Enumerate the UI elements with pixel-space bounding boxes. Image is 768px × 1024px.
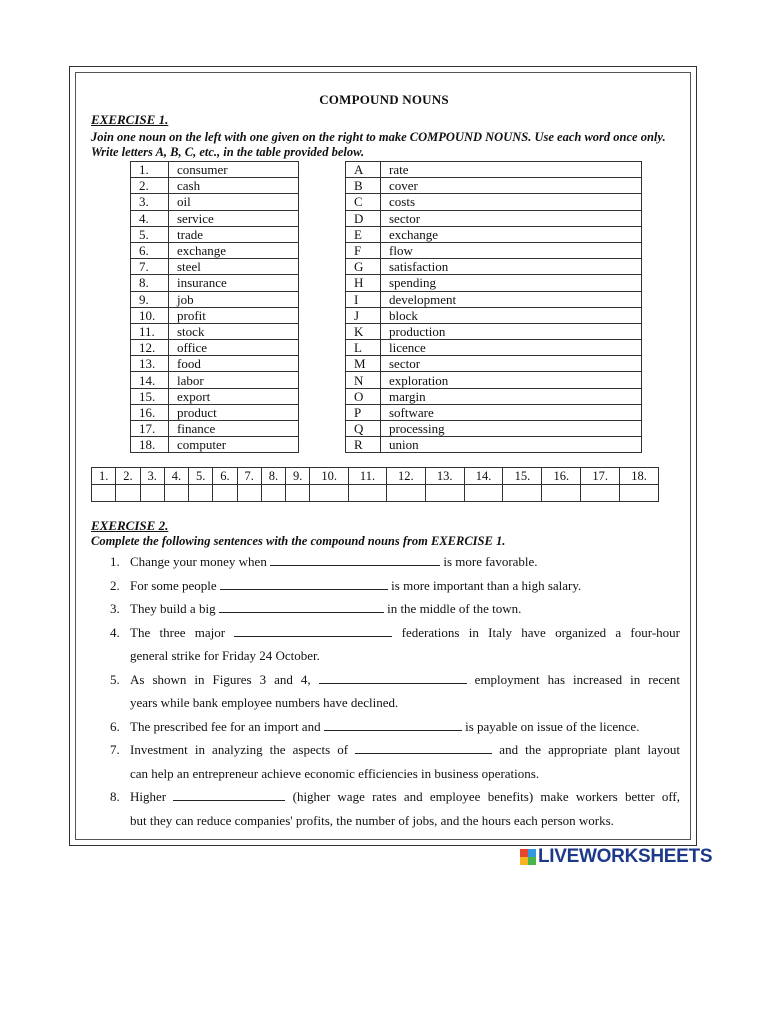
right-noun-word: costs <box>381 194 642 210</box>
left-noun-row <box>131 162 299 178</box>
answer-input-cell[interactable] <box>140 485 164 502</box>
left-noun-number: 4. <box>131 210 169 226</box>
left-noun-row <box>131 259 299 275</box>
sentence-text-after: is more favorable. <box>440 554 538 569</box>
left-noun-row <box>131 404 299 420</box>
right-noun-letter: L <box>346 340 381 356</box>
answer-header-cell: 8. <box>261 468 285 485</box>
left-noun-number: 8. <box>131 275 169 291</box>
right-noun-row <box>346 178 642 194</box>
left-noun-row <box>131 307 299 323</box>
answer-input-cell[interactable] <box>503 485 542 502</box>
right-noun-row <box>346 259 642 275</box>
right-noun-row <box>346 194 642 210</box>
sentence-text-after: is more important than a high salary. <box>387 577 582 593</box>
answer-input-cell[interactable] <box>213 485 237 502</box>
left-noun-number: 7. <box>131 259 169 275</box>
right-noun-word: cover <box>381 178 642 194</box>
right-noun-letter: C <box>346 194 381 210</box>
sentence-item <box>108 574 680 598</box>
left-noun-word: finance <box>169 421 299 437</box>
left-noun-word: cash <box>169 178 299 194</box>
page-title: COMPOUND NOUNS <box>319 92 449 107</box>
answer-blank[interactable] <box>319 671 467 684</box>
answer-input-cell[interactable] <box>542 485 581 502</box>
left-noun-word: job <box>169 291 299 307</box>
right-noun-letter: F <box>346 242 381 258</box>
right-noun-letter: K <box>346 323 381 339</box>
answer-header-cell: 2. <box>116 468 140 485</box>
answer-header-cell: 18. <box>620 468 659 485</box>
exercise1-instruction: Join one noun on the left with one given on the right to make COMPOUND NOUNS. Use each word once only. Write letters A, B, C, etc., in the table provided below. <box>91 130 666 159</box>
sentence-line <box>130 550 680 574</box>
sentence-line <box>130 597 680 621</box>
left-noun-number: 14. <box>131 372 169 388</box>
sentence-item <box>108 550 680 574</box>
right-noun-word: margin <box>381 388 642 404</box>
sentence-line <box>130 644 680 668</box>
sentence-number: 7. <box>110 742 120 757</box>
left-noun-word: service <box>169 210 299 226</box>
answer-header-cell: 11. <box>349 468 387 485</box>
answer-input-cell[interactable] <box>237 485 261 502</box>
answer-blank[interactable] <box>220 577 388 590</box>
left-noun-row <box>131 323 299 339</box>
right-noun-word: spending <box>381 275 642 291</box>
sentence-line <box>130 738 680 762</box>
left-noun-word: product <box>169 404 299 420</box>
answer-header-cell: 13. <box>425 468 464 485</box>
left-noun-row <box>131 340 299 356</box>
right-noun-row <box>346 421 642 437</box>
answer-blank[interactable] <box>270 553 440 566</box>
answer-input-cell[interactable] <box>261 485 285 502</box>
answer-input-cell[interactable] <box>349 485 387 502</box>
right-noun-letter: B <box>346 178 381 194</box>
sentence-text-before: The three major <box>130 624 235 640</box>
answer-header-cell: 9. <box>286 468 310 485</box>
sentence-line <box>130 691 680 715</box>
sentence-list <box>108 550 680 832</box>
answer-header-cell: 10. <box>310 468 349 485</box>
answer-blank[interactable] <box>234 624 392 637</box>
sentence-item <box>108 785 680 832</box>
right-noun-word: sector <box>381 356 642 372</box>
right-noun-row <box>346 275 642 291</box>
sentence-item <box>108 621 680 668</box>
sentence-number: 5. <box>110 671 120 687</box>
left-noun-number: 17. <box>131 421 169 437</box>
answer-input-cell[interactable] <box>92 485 116 502</box>
answer-header-cell: 12. <box>386 468 425 485</box>
answer-grid <box>91 467 659 502</box>
left-noun-number: 2. <box>131 178 169 194</box>
left-noun-number: 18. <box>131 437 169 453</box>
sentence-text-after: federations in Italy have organized a four-hour <box>392 624 680 640</box>
right-noun-row <box>346 372 642 388</box>
answer-header-cell: 1. <box>92 468 116 485</box>
right-noun-letter: Q <box>346 421 381 437</box>
right-noun-letter: N <box>346 372 381 388</box>
left-noun-row <box>131 372 299 388</box>
answer-input-cell[interactable] <box>581 485 620 502</box>
sentence-text-after: (higher wage rates and employee benefits) make workers better off, <box>285 789 680 804</box>
left-nouns-table <box>130 161 299 453</box>
left-noun-number: 9. <box>131 291 169 307</box>
right-noun-row <box>346 291 642 307</box>
right-noun-row <box>346 437 642 453</box>
right-noun-word: processing <box>381 421 642 437</box>
right-noun-letter: P <box>346 404 381 420</box>
left-noun-number: 6. <box>131 242 169 258</box>
left-noun-word: steel <box>169 259 299 275</box>
left-noun-row <box>131 291 299 307</box>
exercise1-heading: EXERCISE 1. <box>91 112 169 127</box>
left-noun-word: office <box>169 340 299 356</box>
left-noun-word: food <box>169 356 299 372</box>
answer-header-cell: 3. <box>140 468 164 485</box>
left-noun-row <box>131 275 299 291</box>
right-noun-word: exploration <box>381 372 642 388</box>
left-noun-row <box>131 226 299 242</box>
answer-header-cell: 16. <box>542 468 581 485</box>
sentence-number: 4. <box>110 624 120 640</box>
sentence-text-before: The prescribed fee for an import and <box>130 718 324 734</box>
right-noun-word: software <box>381 404 642 420</box>
answer-input-cell[interactable] <box>620 485 659 502</box>
left-noun-row <box>131 421 299 437</box>
left-noun-row <box>131 388 299 404</box>
left-noun-number: 5. <box>131 226 169 242</box>
left-noun-number: 10. <box>131 307 169 323</box>
left-noun-word: export <box>169 388 299 404</box>
sentence-text-before: Change your money when <box>130 554 271 569</box>
sentence-line <box>130 574 680 598</box>
left-noun-row <box>131 356 299 372</box>
sentence-text-before: can help an entrepreneur achieve economic efficiencies in business operations. <box>130 765 540 781</box>
answer-input-cell[interactable] <box>116 485 140 502</box>
right-noun-word: sector <box>381 210 642 226</box>
answer-input-cell[interactable] <box>164 485 188 502</box>
right-noun-row <box>346 356 642 372</box>
sentence-line <box>130 762 680 786</box>
right-nouns-table <box>345 161 642 453</box>
sentence-text-before: As shown in Figures 3 and 4, <box>130 671 319 687</box>
sentence-item <box>108 668 680 715</box>
answer-input-cell[interactable] <box>464 485 503 502</box>
sentence-number: 1. <box>110 554 120 569</box>
answer-header-cell: 5. <box>189 468 213 485</box>
answer-blank[interactable] <box>324 718 462 731</box>
left-noun-number: 13. <box>131 356 169 372</box>
right-noun-letter: O <box>346 388 381 404</box>
right-noun-word: block <box>381 307 642 323</box>
left-noun-number: 15. <box>131 388 169 404</box>
answer-input-cell[interactable] <box>189 485 213 502</box>
answer-header-cell: 17. <box>581 468 620 485</box>
answer-header-cell: 15. <box>503 468 542 485</box>
right-noun-row <box>346 210 642 226</box>
left-noun-word: oil <box>169 194 299 210</box>
right-noun-row <box>346 340 642 356</box>
right-noun-row <box>346 226 642 242</box>
sentence-line <box>130 715 680 739</box>
right-noun-word: exchange <box>381 226 642 242</box>
answer-blank[interactable] <box>173 788 285 801</box>
right-noun-row <box>346 242 642 258</box>
answer-input-cell[interactable] <box>386 485 425 502</box>
left-noun-number: 16. <box>131 404 169 420</box>
left-noun-word: stock <box>169 323 299 339</box>
sentence-item <box>108 738 680 785</box>
left-noun-word: trade <box>169 226 299 242</box>
right-noun-row <box>346 323 642 339</box>
answer-input-cell[interactable] <box>425 485 464 502</box>
right-noun-letter: H <box>346 275 381 291</box>
sentence-line <box>130 809 680 833</box>
left-noun-number: 3. <box>131 194 169 210</box>
right-noun-word: production <box>381 323 642 339</box>
answer-input-cell[interactable] <box>286 485 310 502</box>
right-noun-row <box>346 388 642 404</box>
answer-header-cell: 4. <box>164 468 188 485</box>
liveworksheets-logo <box>520 847 712 867</box>
right-noun-letter: J <box>346 307 381 323</box>
right-noun-word: flow <box>381 242 642 258</box>
sentence-number: 2. <box>110 577 120 593</box>
left-noun-word: insurance <box>169 275 299 291</box>
sentence-line <box>130 668 680 692</box>
answer-blank[interactable] <box>219 600 384 613</box>
right-noun-letter: R <box>346 437 381 453</box>
left-noun-row <box>131 437 299 453</box>
sentence-text-before: but they can reduce companies' profits, the number of jobs, and the hours each person works. <box>130 812 614 828</box>
right-noun-word: development <box>381 291 642 307</box>
answer-header-cell: 14. <box>464 468 503 485</box>
answer-input-row <box>92 485 659 502</box>
sentence-text-before: Investment in analyzing the aspects of <box>130 742 356 757</box>
right-noun-row <box>346 162 642 178</box>
left-noun-word: computer <box>169 437 299 453</box>
left-noun-row <box>131 178 299 194</box>
sentence-text-before: For some people <box>130 577 220 593</box>
sentence-item <box>108 715 680 739</box>
left-noun-word: exchange <box>169 242 299 258</box>
left-noun-word: profit <box>169 307 299 323</box>
sentence-number: 6. <box>110 718 120 734</box>
sentence-text-before: They build a big <box>130 601 219 616</box>
sentence-text-after: in the middle of the town. <box>383 601 522 616</box>
right-noun-letter: G <box>346 259 381 275</box>
right-noun-row <box>346 404 642 420</box>
sentence-text-before: years while bank employee numbers have declined. <box>130 695 399 710</box>
exercise2-heading: EXERCISE 2. <box>91 518 169 533</box>
right-noun-letter: A <box>346 162 381 178</box>
logo-mark-icon <box>520 849 536 865</box>
sentence-line <box>130 621 680 645</box>
left-noun-row <box>131 242 299 258</box>
logo-text: LIVEWORKSHEETS <box>538 846 713 867</box>
right-noun-word: licence <box>381 340 642 356</box>
sentence-line <box>130 785 680 809</box>
sentence-number: 8. <box>110 789 120 804</box>
right-noun-letter: D <box>346 210 381 226</box>
right-noun-word: union <box>381 437 642 453</box>
right-noun-letter: E <box>346 226 381 242</box>
right-noun-word: rate <box>381 162 642 178</box>
left-noun-row <box>131 194 299 210</box>
sentence-text-after: is payable on issue of the licence. <box>461 718 640 734</box>
sentence-text-before: general strike for Friday 24 October. <box>130 648 320 663</box>
right-noun-letter: I <box>346 291 381 307</box>
right-noun-word: satisfaction <box>381 259 642 275</box>
sentence-text-before: Higher <box>130 789 174 804</box>
answer-input-cell[interactable] <box>310 485 349 502</box>
sentence-text-after: employment has increased in recent <box>466 671 681 687</box>
left-noun-number: 12. <box>131 340 169 356</box>
answer-header-cell: 6. <box>213 468 237 485</box>
left-noun-word: labor <box>169 372 299 388</box>
answer-header-cell: 7. <box>237 468 261 485</box>
left-noun-number: 1. <box>131 162 169 178</box>
exercise2-instruction: Complete the following sentences with the compound nouns from EXERCISE 1. <box>91 534 506 548</box>
sentence-number: 3. <box>110 601 120 616</box>
answer-blank[interactable] <box>355 741 492 754</box>
answer-header-row <box>92 468 659 485</box>
right-noun-row <box>346 307 642 323</box>
sentence-item <box>108 597 680 621</box>
sentence-text-after: and the appropriate plant layout <box>492 742 680 757</box>
left-noun-row <box>131 210 299 226</box>
left-noun-number: 11. <box>131 323 169 339</box>
right-noun-letter: M <box>346 356 381 372</box>
left-noun-word: consumer <box>169 162 299 178</box>
